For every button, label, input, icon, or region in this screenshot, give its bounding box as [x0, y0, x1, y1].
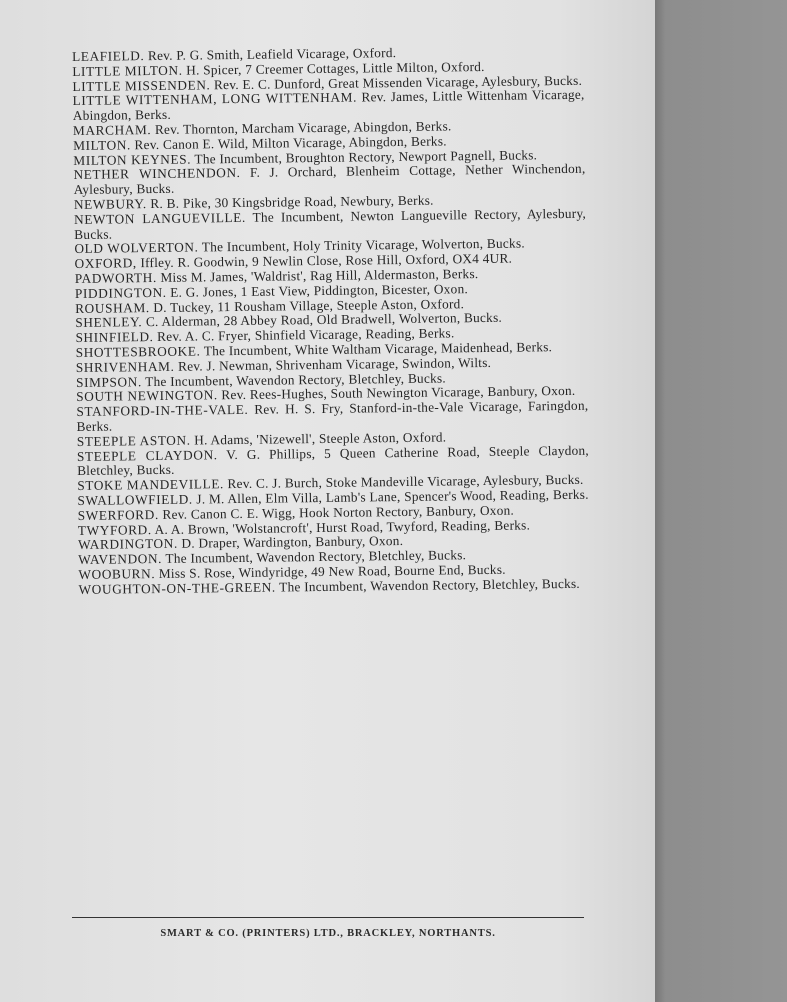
entry-details: Rev. Rees-Hughes, South Newington Vicarage, Banbury, Oxon.: [221, 383, 576, 403]
entry-details: The Incumbent, Wavendon Rectory, Bletchley, Bucks.: [165, 547, 467, 566]
entry-place: MILTON.: [73, 137, 132, 153]
entry-details: The Incumbent, Wavendon Rectory, Bletchley, Bucks.: [145, 369, 447, 389]
entry-place: SWERFORD.: [77, 506, 159, 523]
entry-details: Iffley. R. Goodwin, 9 Newlin Close, Rose Hill, Oxford, OX4 4UR.: [140, 250, 513, 271]
entry-details: Rev. James, Little Wittenham Vicarage, Abingdon, Berks.: [72, 87, 585, 124]
entry-place: LITTLE WITTENHAM, LONG WITTENHAM.: [72, 89, 358, 109]
entry-details: The Incumbent, Broughton Rectory, Newport Pagnell, Bucks.: [194, 146, 538, 167]
entry-details: Rev. C. J. Burch, Stoke Mandeville Vicarage, Aylesbury, Bucks.: [227, 471, 584, 492]
entry-details: Rev. Canon E. Wild, Milton Vicarage, Abingdon, Berks.: [134, 133, 447, 153]
entry-place: SHRIVENHAM.: [75, 358, 175, 375]
entry-details: Rev. H. S. Fry, Stanford-in-the-Vale Vicarage, Faringdon, Berks.: [76, 397, 589, 434]
entry-place: MARCHAM.: [72, 122, 152, 138]
entry-details: Miss M. James, 'Waldrist', Rag Hill, Aldermaston, Berks.: [160, 266, 479, 285]
entry-details: R. B. Pike, 30 Kingsbridge Road, Newbury, Berks.: [150, 192, 434, 212]
entry-place: NEWTON LANGUEVILLE.: [73, 209, 246, 227]
entry-place: WAVENDON.: [78, 551, 163, 568]
entry-place: NEWBURY.: [73, 196, 147, 212]
background-surface: [655, 0, 787, 1002]
entry-details: Miss S. Rose, Windyridge, 49 New Road, Bourne End, Bucks.: [158, 561, 506, 581]
entry-place: STEEPLE CLAYDON.: [76, 446, 218, 464]
entry-place: NETHER WINCHENDON.: [73, 165, 241, 183]
entry-details: A. A. Brown, 'Wolstancroft', Hurst Road, Twyford, Reading, Berks.: [154, 516, 531, 537]
directory-entries: [72, 44, 591, 598]
entry-place: STEEPLE ASTON.: [76, 432, 191, 449]
entry-details: The Incumbent, Holy Trinity Vicarage, Wolverton, Bucks.: [201, 235, 526, 255]
entry-place: MILTON KEYNES.: [73, 151, 192, 168]
entry-place: SIMPSON.: [75, 373, 142, 390]
entry-details: J. M. Allen, Elm Villa, Lamb's Lane, Spencer's Wood, Reading, Berks.: [196, 486, 589, 507]
printer-imprint: SMART & CO. (PRINTERS) LTD., BRACKLEY, NORTHANTS.: [160, 928, 496, 939]
entry-details: V. G. Phillips, 5 Queen Catherine Road, Steeple Claydon, Bletchley, Bucks.: [77, 442, 590, 479]
entry-details: Rev. P. G. Smith, Leafield Vicarage, Oxford.: [147, 45, 397, 64]
entry-place: LITTLE MILTON.: [72, 62, 183, 79]
entry-place: WARDINGTON.: [77, 536, 178, 553]
entry-details: H. Spicer, 7 Creemer Cottages, Little Milton, Oxford.: [186, 58, 485, 78]
entry-details: The Incumbent, White Waltham Vicarage, Maidenhead, Berks.: [203, 339, 553, 359]
entry-place: STOKE MANDEVILLE.: [77, 476, 225, 494]
entry-details: H. Adams, 'Nizewell', Steeple Aston, Oxford.: [194, 429, 447, 448]
entry-place: SHINFIELD.: [75, 329, 154, 346]
entry-details: F. J. Orchard, Blenheim Cottage, Nether Winchendon, Aylesbury, Bucks.: [73, 161, 586, 198]
entry-details: Rev. Thornton, Marcham Vicarage, Abingdon, Berks.: [154, 118, 452, 137]
entry-place: TWYFORD.: [77, 521, 152, 538]
entry-details: E. G. Jones, 1 East View, Piddington, Bicester, Oxon.: [170, 280, 469, 300]
entry-place: PIDDINGTON.: [74, 284, 167, 301]
entry-place: LITTLE MISSENDEN.: [72, 76, 211, 94]
entry-place: WOOBURN.: [78, 565, 156, 582]
entry-details: The Incumbent, Wavendon Rectory, Bletchley, Bucks.: [279, 575, 581, 595]
entry-place: SHOTTESBROOKE.: [75, 343, 201, 360]
footer-rule: [72, 917, 584, 918]
entry-details: Rev. A. C. Fryer, Shinfield Vicarage, Reading, Berks.: [157, 325, 455, 345]
entry-place: OXFORD,: [74, 255, 137, 272]
entry-details: D. Tuckey, 11 Rousham Village, Steeple Aston, Oxford.: [153, 295, 465, 315]
entry-details: Rev. J. Newman, Shrivenham Vicarage, Swindon, Wilts.: [177, 354, 492, 374]
entry-place: ROUSHAM.: [75, 299, 150, 316]
entry-place: SOUTH NEWINGTON.: [76, 387, 218, 405]
entry-place: OLD WOLVERTON.: [74, 239, 199, 257]
entry-details: C. Alderman, 28 Abbey Road, Old Bradwell, Wolverton, Bucks.: [145, 310, 503, 330]
entry-place: STANFORD-IN-THE-VALE.: [76, 401, 249, 420]
entry-place: WOUGHTON-ON-THE-GREEN.: [78, 579, 276, 597]
entry-details: D. Draper, Wardington, Banbury, Oxon.: [181, 533, 404, 551]
entry-place: PADWORTH.: [74, 269, 157, 286]
entry-details: Rev. E. C. Dunford, Great Missenden Vicarage, Aylesbury, Bucks.: [213, 72, 583, 92]
entry-details: Rev. Canon C. E. Wigg, Hook Norton Rectory, Banbury, Oxon.: [162, 502, 515, 522]
entry-place: LEAFIELD.: [71, 48, 145, 64]
entry-place: SHENLEY.: [75, 314, 143, 331]
entry-place: SWALLOWFIELD.: [77, 491, 193, 508]
entry-details: The Incumbent, Newton Langueville Rectory, Aylesbury, Bucks.: [74, 205, 587, 242]
